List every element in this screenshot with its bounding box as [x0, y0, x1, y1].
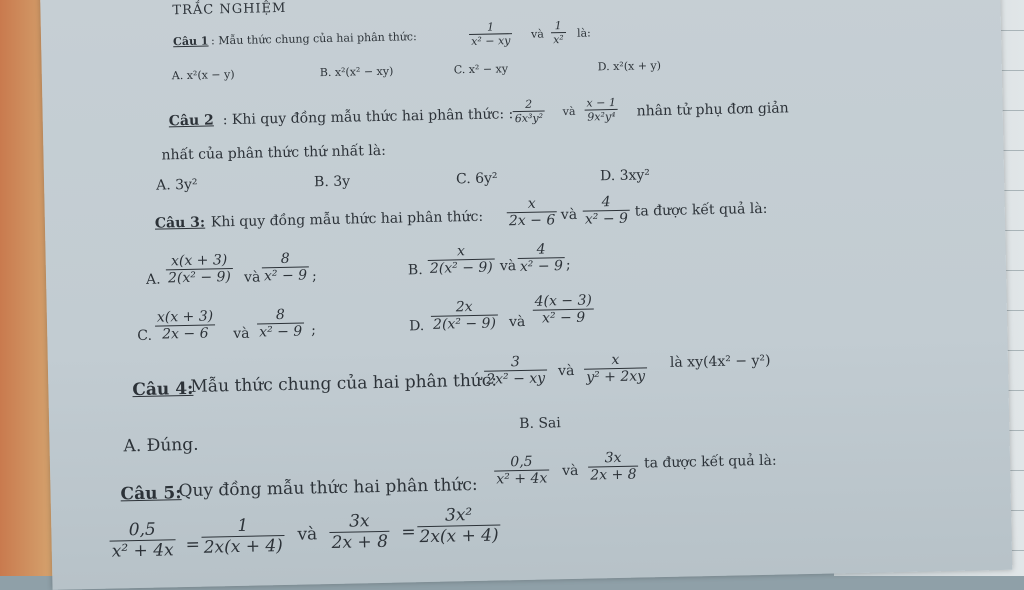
q4-and: và — [557, 362, 575, 380]
q1-fraction-1: $\frac{1}{\text{x² − xy}}$ — [469, 20, 513, 48]
q2-label: Câu 2 — [168, 112, 214, 130]
q3-option-d-fraction-2: $\frac{4(x - 3)}{\text{x² − 9}}$ — [532, 292, 594, 326]
q3-option-a-and: và — [243, 269, 261, 286]
q2-line-2: nhất của phân thức thứ nhất là: — [161, 142, 387, 164]
q1-end: là: — [576, 26, 591, 40]
q4-label: Câu 4: — [132, 378, 194, 401]
q2-fraction-2: $\frac{x - 1}{\text{9x²y⁴}}$ — [584, 96, 618, 124]
q5-label: Câu 5: — [120, 483, 182, 505]
q5-and: và — [562, 462, 579, 480]
q4-fraction-2: $\frac{x}{\text{y² + 2xy}}$ — [584, 351, 648, 385]
q5-answer-equals-1: = — [185, 534, 201, 556]
q5-answer-fraction-4: $\frac{\text{3x²}}{2x(x + 4)}$ — [417, 504, 501, 547]
q3-option-a-letter: A. — [145, 271, 161, 288]
q3-option-c-fraction-1: $\frac{x(x + 3)}{2x - 6}$ — [155, 308, 216, 342]
q2-end: nhân tử phụ đơn giản — [636, 100, 789, 120]
q4-option-a: A. Đúng. — [123, 434, 199, 457]
q3-option-b-end: ; — [565, 256, 571, 274]
q3-option-a-end: ; — [311, 268, 317, 285]
q4-end: là xy(4x² − y²) — [669, 352, 771, 371]
q3-option-b-and: và — [499, 258, 517, 275]
q3-and: và — [560, 206, 578, 224]
q5-answer-fraction-3: $\frac{3x}{2x + 8}$ — [329, 511, 390, 553]
q1-text: : Mẫu thức chung của hai phân thức: — [210, 30, 417, 48]
q4-text: Mẫu thức chung của hai phân thức: — [190, 370, 498, 397]
q3-option-a-fraction-1: $\frac{x(x + 3)}{\text{2(x² − 9)}}$ — [166, 252, 234, 286]
q3-option-c-fraction-2: $\frac{8}{\text{x² − 9}}$ — [257, 307, 305, 341]
q3-option-c-and: và — [233, 325, 250, 343]
q1-and: và — [530, 27, 544, 41]
q5-answer-fraction-2: $\frac{1}{2x(x + 4)}$ — [201, 515, 285, 558]
worksheet-paper — [40, 0, 1012, 590]
q3-fraction-1: $\frac{x}{2x - 6}$ — [506, 195, 557, 229]
q5-answer-fraction-1: $\frac{0,5}{\text{x² + 4x}}$ — [109, 519, 176, 561]
q3-option-a-fraction-2: $\frac{8}{\text{x² − 9}}$ — [262, 250, 310, 284]
q1-option-c: C. x² − xy — [453, 62, 509, 77]
q2-option-c: C. 6y² — [455, 170, 498, 188]
q2-and: và — [562, 104, 576, 119]
q5-text: Quy đồng mẫu thức hai phân thức: — [178, 474, 478, 502]
q3-end: ta được kết quả là: — [634, 200, 768, 220]
q3-option-d-fraction-1: $\frac{2x}{\text{2(x² − 9)}}$ — [431, 298, 499, 332]
q1-option-a: A. x²(x − y) — [171, 67, 235, 83]
q2-option-a: A. 3y² — [155, 176, 198, 194]
q3-option-c-letter: C. — [137, 327, 153, 345]
q3-option-c-end: ; — [311, 322, 317, 339]
q3-fraction-2: $\frac{4}{\text{x² − 9}}$ — [582, 194, 630, 228]
q5-fraction-1: $\frac{0,5}{\text{x² + 4x}}$ — [494, 453, 550, 487]
q3-option-d-letter: D. — [408, 318, 425, 335]
q1-option-d: D. x²(x + y) — [597, 59, 662, 74]
q5-fraction-2: $\frac{3x}{2x + 8}$ — [588, 450, 639, 484]
q4-fraction-1: $\frac{3}{\text{2x² − xy}}$ — [484, 353, 548, 387]
q1-fraction-2: $\frac{1}{\text{x²}}$ — [551, 19, 566, 46]
q2-fraction-1: $\frac{2}{\text{6x³y²}}$ — [512, 97, 545, 125]
q1-option-b: B. x²(x² − xy) — [319, 64, 394, 80]
q4-option-b: B. Sai — [519, 415, 561, 433]
q3-option-b-letter: B. — [407, 262, 423, 279]
q5-end: ta được kết quả là: — [643, 452, 777, 472]
q3-label: Câu 3: — [154, 214, 206, 232]
q5-answer-and: và — [297, 524, 318, 545]
q2-option-d: D. 3xy² — [599, 167, 651, 185]
q3-text: Khi quy đồng mẫu thức hai phân thức: — [210, 208, 484, 231]
q3-option-d-and: và — [508, 313, 526, 331]
q2-text: : Khi quy đồng mẫu thức hai phân thức: : — [222, 106, 514, 129]
q5-answer-equals-2: = — [401, 522, 416, 543]
q3-option-b-fraction-2: $\frac{4}{\text{x² − 9}}$ — [517, 241, 565, 275]
q3-option-b-fraction-1: $\frac{x}{\text{2(x² − 9)}}$ — [427, 243, 495, 277]
q1-label: Câu 1 — [172, 34, 209, 49]
q2-option-b: B. 3y — [313, 173, 351, 191]
worksheet-title: TRẮC NGHIỆM — [172, 0, 287, 19]
